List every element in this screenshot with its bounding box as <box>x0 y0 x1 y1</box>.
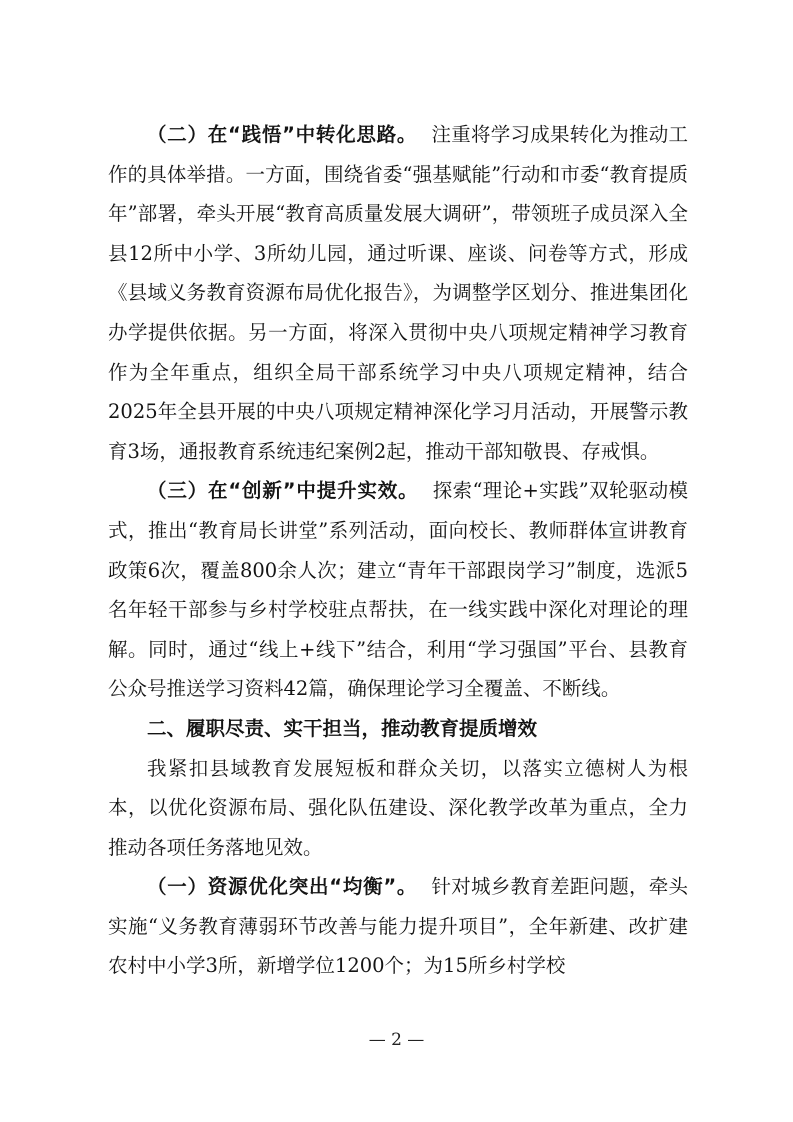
paragraph-lead: （一）资源优化突出“均衡”。 <box>147 875 418 899</box>
paragraph-lead: （二）在“践悟”中转化思路。 <box>147 123 418 146</box>
section-heading: 二、履职尽责、实干担当，推动教育提质增效 <box>147 716 538 740</box>
page-number: — 2 — <box>368 1030 425 1050</box>
paragraph-intro: 我紧扣县域教育发展短板和群众关切，以落实立德树人为根本，以优化资源布局、强化队伍建设、深化教学改革为重点，全力推动各项任务落地见效。 <box>108 756 688 859</box>
paragraph-text: 针对城乡教育差距问题，牵头实施“义务教育薄弱环节改善与能力提升项目”，全年新建、改扩建农村中小学3所，新增学位1200个；为15所乡村学校 <box>108 875 688 978</box>
paragraph-resource <box>108 867 688 986</box>
paragraph-text: 注重将学习成果转化为推动工作的具体举措。一方面，围绕省委“强基赋能”行动和市委“教育提质年”部署，牵头开展“教育高质量发展大调研”，带领班子成员深入全县12所中小学、3所幼儿园，通过听课、座谈、问卷等方式，形成《县域义务教育资源布局优化报告》，为调整学区划分、推进集团化办学提供依据。另一方面，将深入贯彻中央八项规定精神学习教育作为全年重点，组织全局干部系统学习中央八项规定精神，结合2025年全县开展的中央八项规定精神深化学习月活动，开展警示教育3场，通报教育系统违纪案例2起，推动干部知敬畏、存戒惧。 <box>108 123 688 463</box>
paragraph-lead: （三）在“创新”中提升实效。 <box>147 479 419 503</box>
paragraph-innovation <box>108 471 688 709</box>
document-body <box>108 115 688 986</box>
paragraph-practice <box>108 115 688 471</box>
paragraph-text: 探索“理论+实践”双轮驱动模式，推出“教育局长讲堂”系列活动，面向校长、教师群体宣讲教育政策6次，覆盖800余人次；建立“青年干部跟岗学习”制度，选派5名年轻干部参与乡村学校驻点帮扶，在一线实践中深化对理论的理解。同时，通过“线上+线下”结合，利用“学习强国”平台、县教育公众号推送学习资料42篇，确保理论学习全覆盖、不断线。 <box>108 479 688 701</box>
